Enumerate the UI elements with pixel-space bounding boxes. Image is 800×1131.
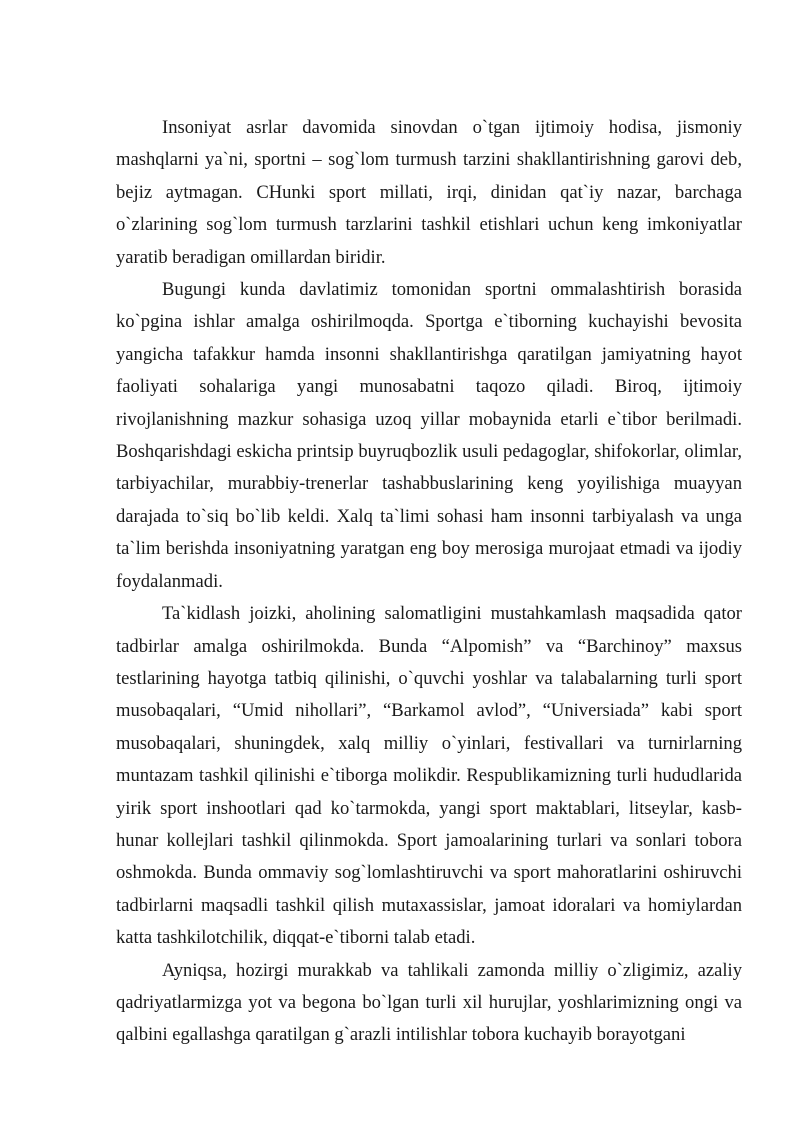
paragraph: Ayniqsa, hozirgi murakkab va tahlikali zamonda milliy o`zligimiz, azaliy qadriyatlarmizga yot va begona bo`lgan turli xil hurujlar, yoshlarimizning ongi va qalbini egallashga qaratilgan g`arazli intilishlar tobora kuchayib borayotgani xyxy=(116,959,742,1046)
document-body xyxy=(116,112,742,1052)
paragraph: Insoniyat asrlar davomida sinovdan o`tgan ijtimoiy hodisa, jismoniy mashqlarni ya`ni, sportni – sog`lom turmush tarzini shakllantirishning garovi deb, bejiz aytmagan. CHunki sport millati, irqi, dinidan qat`iy nazar, barchaga o`zlarining sog`lom turmush tarzlarini tashkil etishlari uchun keng imkoniyatlar yaratib beradigan omillardan biridir. xyxy=(116,117,742,268)
paragraph: Bugungi kunda davlatimiz tomonidan sportni ommalashtirish borasida ko`pgina ishlar amalga oshirilmoqda. Sportga e`tiborning kuchayishi bevosita yangicha tafakkur hamda insonni shakllantirishga qaratilgan jamiyatning hayot faoliyati sohalariga yangi munosabatni taqozo qiladi. Biroq, ijtimoiy rivojlanishning mazkur sohasiga uzoq yillar mobaynida etarli e`tibor berilmadi. Boshqarishdagi eskicha printsip buyruqbozlik usuli pedagoglar, shifokorlar, olimlar, tarbiyachilar, murabbiy-trenerlar tashabbuslarining keng yoyilishiga muayyan darajada to`siq bo`lib keldi. Xalq ta`limi sohasi ham insonni tarbiyalash va unga ta`lim berishda insoniyatning yaratgan eng boy merosiga murojaat etmadi va ijodiy foydalanmadi. xyxy=(116,279,742,592)
paragraph: Ta`kidlash joizki, aholining salomatligini mustahkamlash maqsadida qator tadbirlar amalga oshirilmokda. Bunda “Alpomish” va “Barchinoy” maxsus testlarining hayotga tatbiq qilinishi, o`quvchi yoshlar va talabalarning turli sport musobaqalari, “Umid nihollari”, “Barkamol avlod”, “Universiada” kabi sport musobaqalari, shuningdek, xalq milliy o`yinlari, festivallari va turnirlarning muntazam tashkil qilinishi e`tiborga molikdir. Respublikamizning turli hududlarida yirik sport inshootlari qad ko`tarmokda, yangi sport maktablari, litseylar, kasb-hunar kollejlari tashkil qilinmokda. Sport jamoalarining turlari va sonlari tobora oshmokda. Bunda ommaviy sog`lomlashtiruvchi va sport mahoratlarini oshiruvchi tadbirlarni maqsadli tashkil qilish mutaxassislar, jamoat idoralari va homiylardan katta tashkilotchilik, diqqat-e`tiborni talab etadi. xyxy=(116,603,742,949)
